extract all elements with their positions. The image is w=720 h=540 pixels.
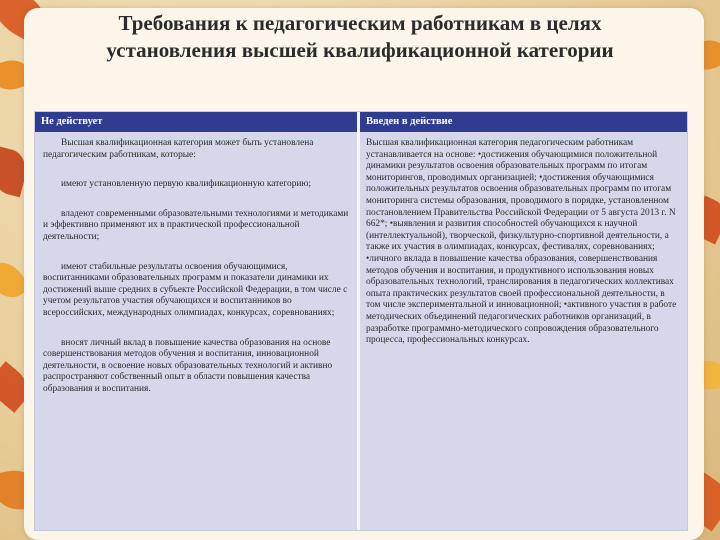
title-line-2: установления высшей квалификационной категории: [106, 38, 614, 62]
old-requirement-paragraph: вносят личный вклад в повышение качества образования на основе совершенствования методов обучения и воспитания, инновационной деятельности, в освоение новых образовательных технологий и активно распространяют собственный опыт в области повышения качества образования и воспитания.: [43, 337, 333, 394]
title-line-1: Требования к педагогическим работникам в целях: [118, 11, 602, 35]
new-requirements-column: [360, 134, 687, 530]
old-requirement-paragraph: владеют современными образовательными технологиями и методиками и эффективно применяют их в практической профессиональной деятельности;: [43, 208, 349, 242]
old-requirement-paragraph: Высшая квалификационная категория может быть установлена педагогическим работникам, которые:: [43, 138, 314, 160]
slide-title: [40, 10, 680, 64]
old-requirement-paragraph: имеют установленную первую квалификационную категорию;: [61, 179, 312, 190]
old-requirement-paragraph: имеют стабильные результаты освоения обучающимися, воспитанниками образовательных программ и показатели динамики их достижений выше средних в субъекте Российской Федерации, в том числе с учетом результатов участия обучающихся и воспитанников во всероссийских, международных олимпиадах, конкурсах, соревнованиях;: [43, 261, 348, 318]
old-requirements-column: [35, 134, 357, 530]
header-in-force: Введен в действие: [360, 112, 687, 132]
comparison-table: [34, 111, 688, 531]
new-requirements-text: Высшая квалификационная категория педагогическим работникам устанавливается на основе: •достижения обучающимися положительной динамики результатов освоения образовательных программ по итогам мониторингов, проводимых организацией; •достижения обучающимися положительных результатов освоения образовательных программ по итогам мониторинга системы образования, проводимого в порядке, установленном постановлением Правительства Российской Федерации от 5 августа 2013 г. N 662*; •выявления и развития способностей обучающихся к научной (интеллектуальной), творческой, физкультурно-спортивной деятельности, а также их участия в олимпиадах, конкурсах, фестивалях, соревнованиях; •личного вклада в повышение качества образования, совершенствования методов обучения и воспитания, и продуктивного использования новых образовательных технологий, транслирования в педагогических коллективах опыта практических результатов своей профессиональной деятельности, в том числе экспериментальной и инновационной; •активного участия в работе методических объединений педагогических работников организаций, в разработке программно-методического сопровождения образовательного процесса, профессиональных конкурсах.: [366, 138, 677, 346]
header-not-in-force: Не действует: [35, 112, 357, 132]
